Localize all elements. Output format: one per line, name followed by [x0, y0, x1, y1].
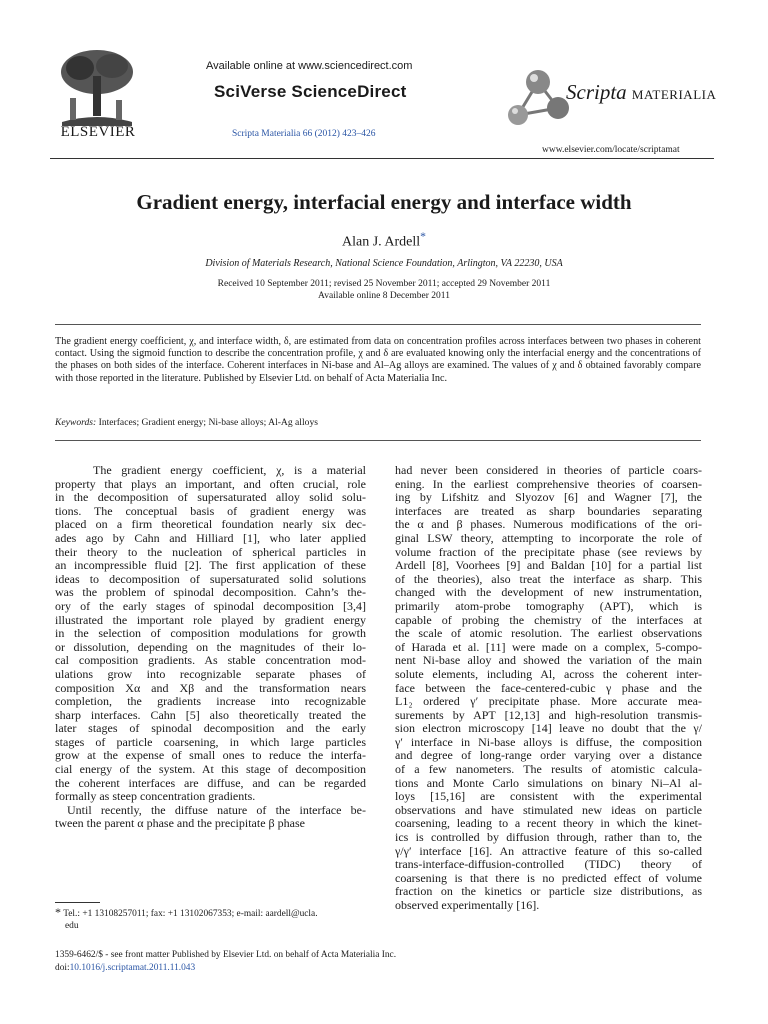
author-footnote-mark[interactable]: * [420, 230, 426, 243]
body-line: coarsening, leading to a recent theory in which the kinet- [395, 816, 702, 831]
keywords-list: Interfaces; Gradient energy; Ni-base alloys; Al-Ag alloys [98, 417, 318, 428]
body-line: The gradient energy coefficient, χ, is a material [93, 463, 366, 477]
body-line: surements by APT [12,13] and high-resolution transmis- [395, 707, 702, 722]
body-line: their theory to the nucleation of spherical particles in [55, 544, 366, 559]
scripta-logo-sub: MATERIALIA [631, 87, 717, 102]
body-line: ulations grow into recognizable separate phases of [55, 666, 366, 681]
body-line: primarily atom-probe tomography (APT), which is [395, 598, 702, 613]
body-line: of a few nanometers. The results of atomistic calcula- [395, 762, 702, 777]
footnote-line2: edu [65, 921, 79, 931]
body-line: loys [15,16] are consistent with the experimental [395, 789, 702, 804]
body-line: placed on a firm theoretical foundation nearly six dec- [55, 517, 366, 532]
body-column-right [395, 464, 702, 913]
journal-reference-link[interactable]: Scripta Materialia 66 (2012) 423–426 [232, 129, 376, 139]
keywords-line [55, 417, 318, 428]
doi-line [55, 963, 195, 973]
body-line: later stages of spinodal decomposition and the early [55, 721, 366, 736]
body-line: fraction on the kinetics or particle size distributions, as [395, 884, 702, 899]
body-line: γ′ interface in Ni-base alloys is diffuse, the composition [395, 734, 702, 749]
body-column-left [55, 464, 366, 831]
body-line: cial energy of the system. At this stage of decomposition [55, 762, 366, 777]
article-title: Gradient energy, interfacial energy and interface width [136, 190, 632, 214]
body-line: changed with the development of new instrumentation, [395, 585, 702, 600]
body-line: cal composition gradients. As stable concentration mod- [55, 653, 366, 668]
body-line: or dissolution, depending on the magnitudes of their lo- [55, 639, 366, 654]
body-line: Until recently, the diffuse nature of the interface be- [67, 802, 366, 817]
issn-line: 1359-6462/$ - see front matter Published by Elsevier Ltd. on behalf of Acta Materialia Inc. [55, 950, 397, 960]
body-line: tween the parent α phase and the precipitate β phase [55, 816, 305, 831]
body-line: ening. In the earliest comprehensive theories of coarsen- [395, 476, 702, 491]
body-line: of Harada et al. [11] were made on a complex, 5-compo- [395, 639, 702, 654]
body-line: of the theories), also treat the interface as sharp. This [395, 571, 702, 586]
body-line: the coherent interfaces are diffuse, and can be regarded [55, 775, 366, 790]
body-line: property that plays an important, and often crucial, role [55, 476, 366, 491]
body-line: trans-interface-diffusion-controlled (TIDC) theory of [395, 857, 702, 872]
footnote-divider [55, 902, 100, 903]
body-line: illustrated the important role played by gradient energy [55, 612, 366, 627]
scripta-logo-main: Scripta [566, 80, 627, 104]
body-line: had never been considered in theories of particle coars- [395, 463, 702, 477]
body-line: observed experimentally [16]. [395, 898, 540, 912]
body-line: in the selection of composition modulations for growth [55, 626, 366, 641]
body-line: coarsening is that there is no predicted effect of volume [395, 870, 702, 885]
body-line: capable of probing the chemistry of the interfaces at [395, 612, 702, 627]
body-line: sharp interfaces. Cahn [5] also theoretically treated the [55, 707, 366, 722]
body-line: volume fraction of the precipitate phase (see reviews by [395, 544, 702, 559]
scripta-materialia-logo [566, 80, 716, 105]
body-line: interfaces are treated as sharp boundaries separating [395, 503, 702, 518]
body-line: ing by Lifshitz and Slyozov [6] and Wagner [7], the [395, 490, 702, 505]
body-line: ades ago by Cahn and Hilliard [1], who later applied [55, 530, 366, 545]
body-line: ideas to decomposition of supersaturated solid solutions [55, 571, 366, 586]
abstract: The gradient energy coefficient, χ, and interface width, δ, are estimated from data on concentration profiles across interfaces between two phases in coherent contact. Using the sigmoid function to describe the concentration profile, χ and δ are evaluated knowing only the interfacial energy and the concentrations of the phases on both sides of the interface. Coherent interfaces in Ni-base and Al–Ag alloys are examined. The values of χ and δ obtained favorably compare with those reported in the literature. Published by Elsevier Ltd. on behalf of Acta Materialia Inc. [55, 336, 701, 384]
sciverse-sciencedirect-logo[interactable]: SciVerse ScienceDirect [214, 82, 407, 101]
footnote-line1: Tel.: +1 13108257011; fax: +1 13102067353; e-mail: aardell@ucla. [63, 909, 318, 919]
body-line: grow at the expense of small ones to reduce the interfa- [55, 748, 366, 763]
body-line: an incompressible fluid [2]. The first application of these [55, 558, 366, 573]
body-line: ginal LSW theory, attempting to incorporate the role of [395, 530, 702, 545]
body-line: stages of particle coarsening, in which large particles [55, 734, 366, 749]
author-line [0, 230, 768, 251]
footnote-mark: * [55, 905, 61, 919]
available-online-date: Available online 8 December 2011 [318, 291, 450, 301]
body-line: the α and β phases. Numerous modifications of the ori- [395, 517, 702, 532]
doi-link[interactable]: 10.1016/j.scriptamat.2011.11.043 [69, 963, 196, 973]
body-line: observations and have stimulated new ideas on particle [395, 802, 702, 817]
doi-prefix: doi: [55, 963, 70, 973]
abstract-bottom-divider [55, 440, 701, 441]
body-line: formally as steep concentration gradients. [55, 789, 256, 804]
journal-url[interactable]: www.elsevier.com/locate/scriptamat [542, 145, 680, 155]
body-line: completion, the gradients increase into recognizable [55, 694, 366, 709]
body-line: sion electron microscopy [14] leave no doubt that the γ/ [395, 721, 702, 736]
body-line: γ/γ′ interface [16]. An attractive feature of this so-called [395, 843, 702, 858]
body-line: nent Ni-base alloy and showed the variation of the main [395, 653, 702, 668]
body-line: ics is controlled by diffusion through, rather than to, the [395, 830, 702, 845]
received-dates: Received 10 September 2011; revised 25 November 2011; accepted 29 November 2011 [217, 279, 551, 289]
author-name: Alan J. Ardell [342, 234, 421, 250]
body-line: face between the face-centered-cubic γ phase and the [395, 680, 702, 695]
body-line: and degree of long-range order varying over a distance [395, 748, 702, 763]
body-line: in the decomposition of supersaturated alloy solid solu- [55, 490, 366, 505]
abstract-top-divider [55, 324, 701, 325]
body-line: ory of the early stages of spinodal decomposition [3,4] [55, 598, 366, 613]
affiliation: Division of Materials Research, National Science Foundation, Arlington, VA 22230, USA [205, 258, 563, 269]
body-line: the scale of atomic resolution. The earliest observations [395, 626, 702, 641]
body-line: Ardell [8], Voorhees [9] and Baldan [10] for a partial list [395, 558, 702, 573]
body-line: tions. The conceptual basis of gradient energy was [55, 503, 366, 518]
available-online-text: Available online at www.sciencedirect.com [206, 60, 413, 72]
elsevier-wordmark: ELSEVIER [60, 124, 136, 140]
header-divider [50, 158, 714, 159]
body-line: solute elements, including Al, across the coherent inter- [395, 666, 702, 681]
body-line: tions and Monte Carlo simulations on binary Ni–Al al- [395, 775, 702, 790]
body-line: composition Xα and Xβ and the transformation nears [55, 680, 366, 695]
author-footnote [55, 906, 366, 932]
body-line: was the problem of spinodal decomposition. Cahn’s the- [55, 585, 366, 600]
body-line: L1₂ ordered γ′ precipitate phase. More accurate mea- [395, 694, 702, 709]
keywords-label: Keywords: [55, 417, 97, 428]
